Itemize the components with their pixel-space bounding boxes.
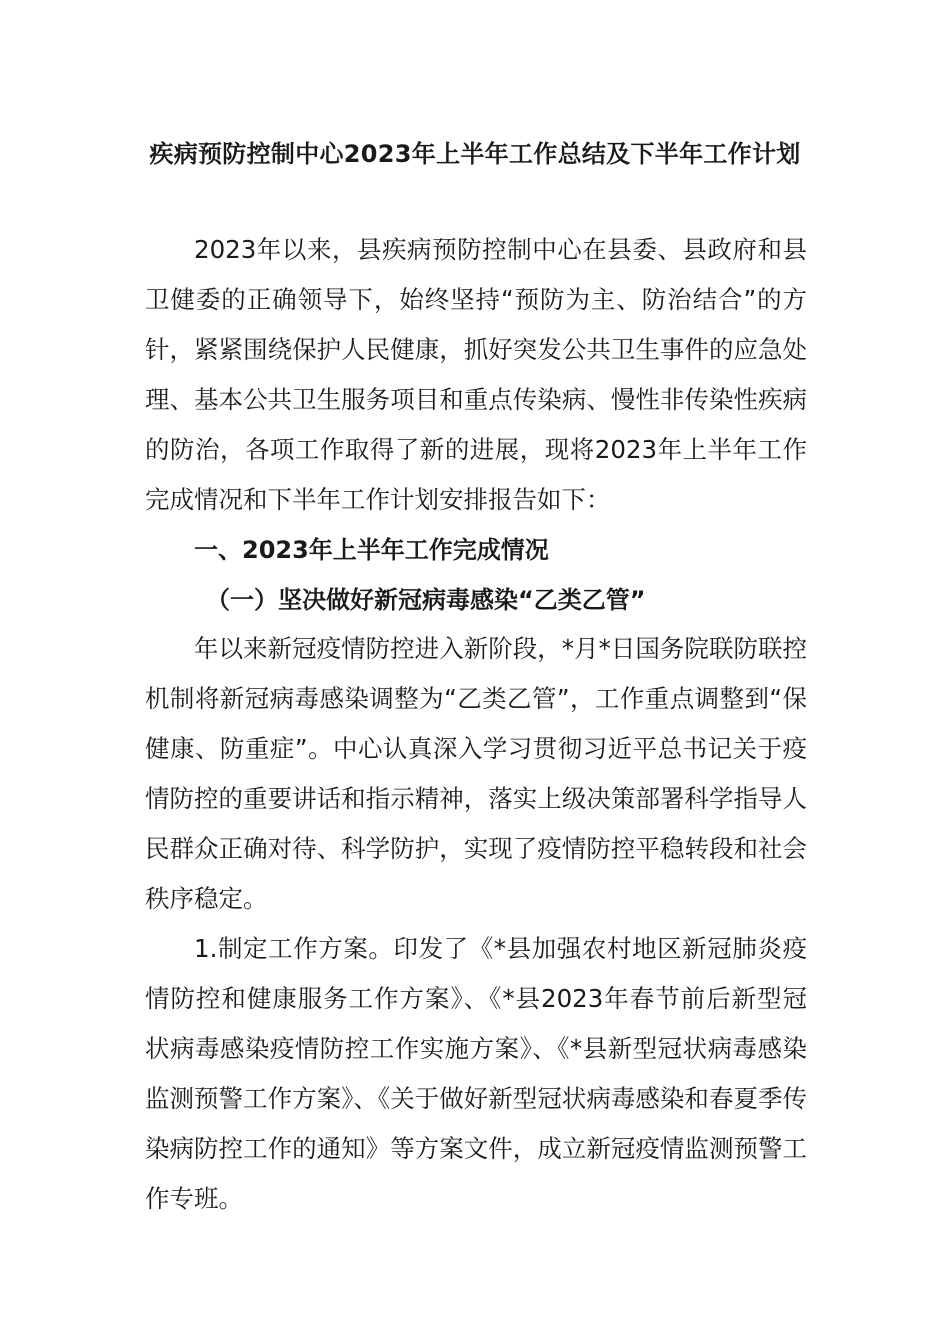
subsection-heading-1: （一）坚决做好新冠病毒感染“乙类乙管” xyxy=(206,586,646,614)
paragraph-work-plan: 1.制定工作方案。印发了《*县加强农村地区新冠肺炎疫情防控和健康服务工作方案》、《*县2023年春节前后新型冠状病毒感染疫情防控工作实施方案》、《*县新型冠状病毒感染监测预警工作方案》、《关于做好新型冠状病毒感染和春夏季传染病防控工作的通知》等方案文件，成立新冠疫情监测预警工作专班。 xyxy=(145,934,807,1213)
paragraph-epidemic-stage: 年以来新冠疫情防控进入新阶段，*月*日国务院联防联控机制将新冠病毒感染调整为“乙类乙管”，工作重点调整到“保健康、防重症”。中心认真深入学习贯彻习近平总书记关于疫情防控的重要讲话和指示精神，落实上级决策部署科学指导人民群众正确对待、科学防护，实现了疫情防控平稳转段和社会秩序稳定。 xyxy=(145,634,807,913)
intro-paragraph: 2023年以来，县疾病预防控制中心在县委、县政府和县卫健委的正确领导下，始终坚持“预防为主、防治结合”的方针，紧紧围绕保护人民健康，抓好突发公共卫生事件的应急处理、基本公共卫生服务项目和重点传染病、慢性非传染性疾病的防治，各项工作取得了新的进展，现将2023年上半年工作完成情况和下半年工作计划安排报告如下： xyxy=(145,235,807,514)
section-heading-1: 一、2023年上半年工作完成情况 xyxy=(194,536,549,564)
document-title: 疾病预防控制中心2023年上半年工作总结及下半年工作计划 xyxy=(149,140,801,168)
